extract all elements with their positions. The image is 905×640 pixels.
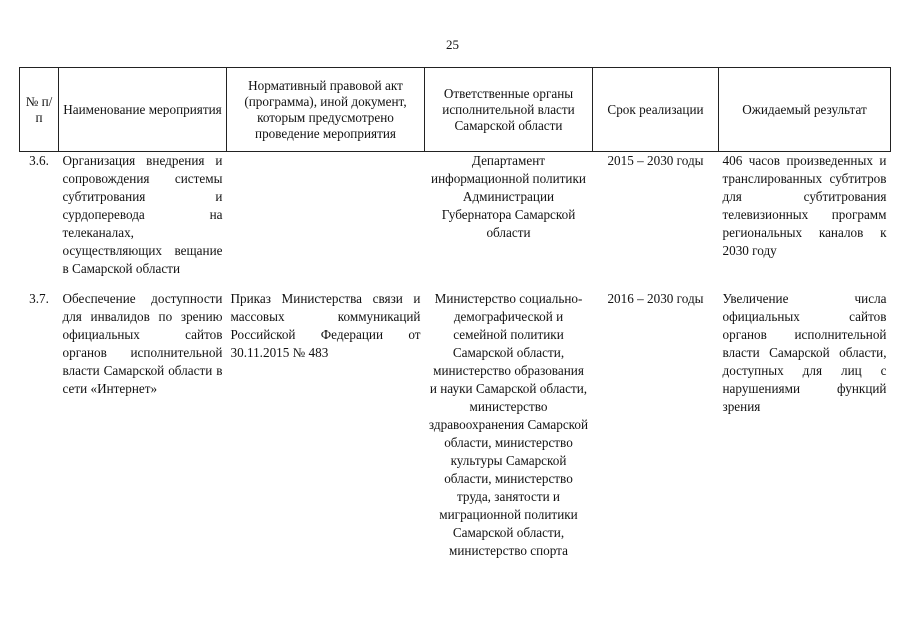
row-act: Приказ Министерства связи и массовых коммуникаций Российской Федерации от 30.11.2015 № 483 [230,291,421,360]
table-header [20,68,891,152]
header-num: № п/п [20,68,59,152]
header-result: Ожидаемый результат [719,68,891,152]
header-act: Нормативный правовой акт (программа), иной документ, которым предусмотрено проведение мероприятия [227,68,425,152]
row-responsible: Министерство социально-демографической и семейной политики Самарской области, министерство образования и науки Самарской области, министерство здравоохранения Самарской области, министерство культуры Самарской области, министерство труда, занятости и миграционной политики Самарской области, министерство спорта [428,291,589,558]
header-name: Наименование мероприятия [59,68,227,152]
row-result: 406 часов произведенных и транслированных субтитров для субтитрования телевизионных программ региональных каналов к 2030 году [722,153,887,258]
row-num: 3.7. [29,291,49,306]
row-responsible: Департамент информационной политики Администрации Губернатора Самарской области [431,153,586,240]
row-name: Организация внедрения и сопровождения системы субтитрования и сурдоперевода на телеканалах, осуществляющих вещание в Самарской области [62,153,223,276]
table-row [20,152,891,291]
header-responsible: Ответственные органы исполнительной власти Самарской области [425,68,593,152]
measures-table [19,67,891,560]
page-number: 25 [446,37,459,52]
row-act [227,152,425,291]
row-name: Обеспечение доступности для инвалидов по зрению официальных сайтов органов исполнительной власти Самарской области в сети «Интернет» [62,291,223,396]
row-term: 2016 – 2030 годы [607,291,704,306]
row-num: 3.6. [29,153,49,168]
header-term: Срок реализации [593,68,719,152]
row-term: 2015 – 2030 годы [607,153,704,168]
table-row [20,290,891,560]
row-result: Увеличение числа официальных сайтов органов исполнительной власти Самарской области, доступных для лиц с нарушениями функций зрения [722,291,887,414]
